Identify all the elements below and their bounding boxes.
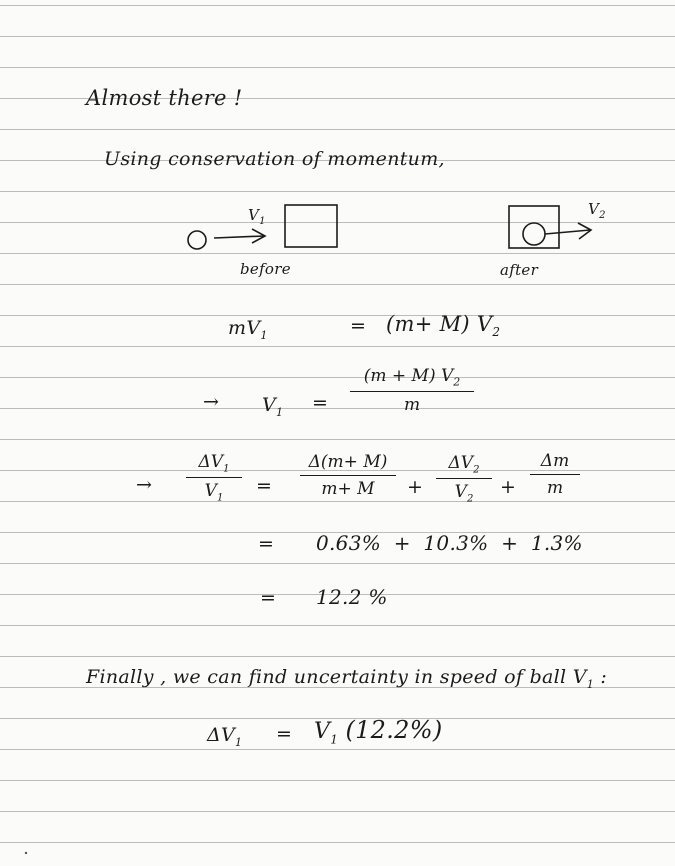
- block-before: [285, 205, 337, 247]
- eq3-arrow: →: [136, 474, 153, 496]
- eq2-lhs: $V_1$: [262, 394, 284, 419]
- eq1-equals: =: [350, 315, 367, 337]
- eq5-equals: =: [260, 587, 277, 609]
- eq1-rhs: (m+ M) $V_2$: [386, 312, 501, 340]
- heading: Almost there !: [86, 86, 243, 110]
- margin-dot: [25, 852, 27, 854]
- ball-after: [523, 223, 545, 245]
- eq4-equals: =: [258, 533, 275, 555]
- eq2-arrow: →: [203, 391, 220, 413]
- v1-arrow-shaft: [214, 236, 264, 238]
- v2-label: $V_2$: [588, 200, 606, 221]
- eq2-equals: =: [312, 392, 329, 414]
- eq3-term3: $\frac{\Delta m}{m}$: [530, 451, 580, 498]
- v1-label: $V_1$: [248, 206, 266, 227]
- final-equals: =: [276, 723, 293, 745]
- eq3-term2: $\frac{\Delta V_2}{V_2}$: [436, 453, 492, 505]
- before-label: before: [240, 260, 291, 278]
- block-after: [509, 206, 559, 248]
- after-label: after: [500, 261, 539, 279]
- eq2-denominator: m: [403, 395, 421, 416]
- ball-before: [188, 231, 206, 249]
- eq2-fraction: [350, 366, 474, 415]
- eq1-lhs: $mV_1$: [228, 317, 268, 342]
- eq3-term1: $\frac{\Delta(m+ M)}{m+ M}$: [300, 452, 396, 499]
- eq2-numerator: (m + M) $V_2$: [350, 366, 474, 392]
- eq3-plus2: +: [500, 476, 517, 498]
- eq3-equals: =: [256, 475, 273, 497]
- eq4-sum: 0.63% + 10.3% + 1.3%: [316, 531, 583, 555]
- v2-arrow-shaft: [545, 230, 590, 234]
- conclusion-text: Finally , we can find uncertainty in speed of ball $V_1$ :: [86, 666, 608, 691]
- eq3-plus1: +: [407, 476, 424, 498]
- final-rhs: $V_1$ (12.2%): [314, 716, 443, 747]
- final-lhs: $\Delta V_1$: [207, 724, 243, 749]
- eq3-lhs-fraction: $\frac{\Delta V_1}{V_1}$: [186, 452, 242, 504]
- eq5-result: 12.2 %: [316, 585, 388, 609]
- intro-text: Using conservation of momentum,: [104, 148, 445, 170]
